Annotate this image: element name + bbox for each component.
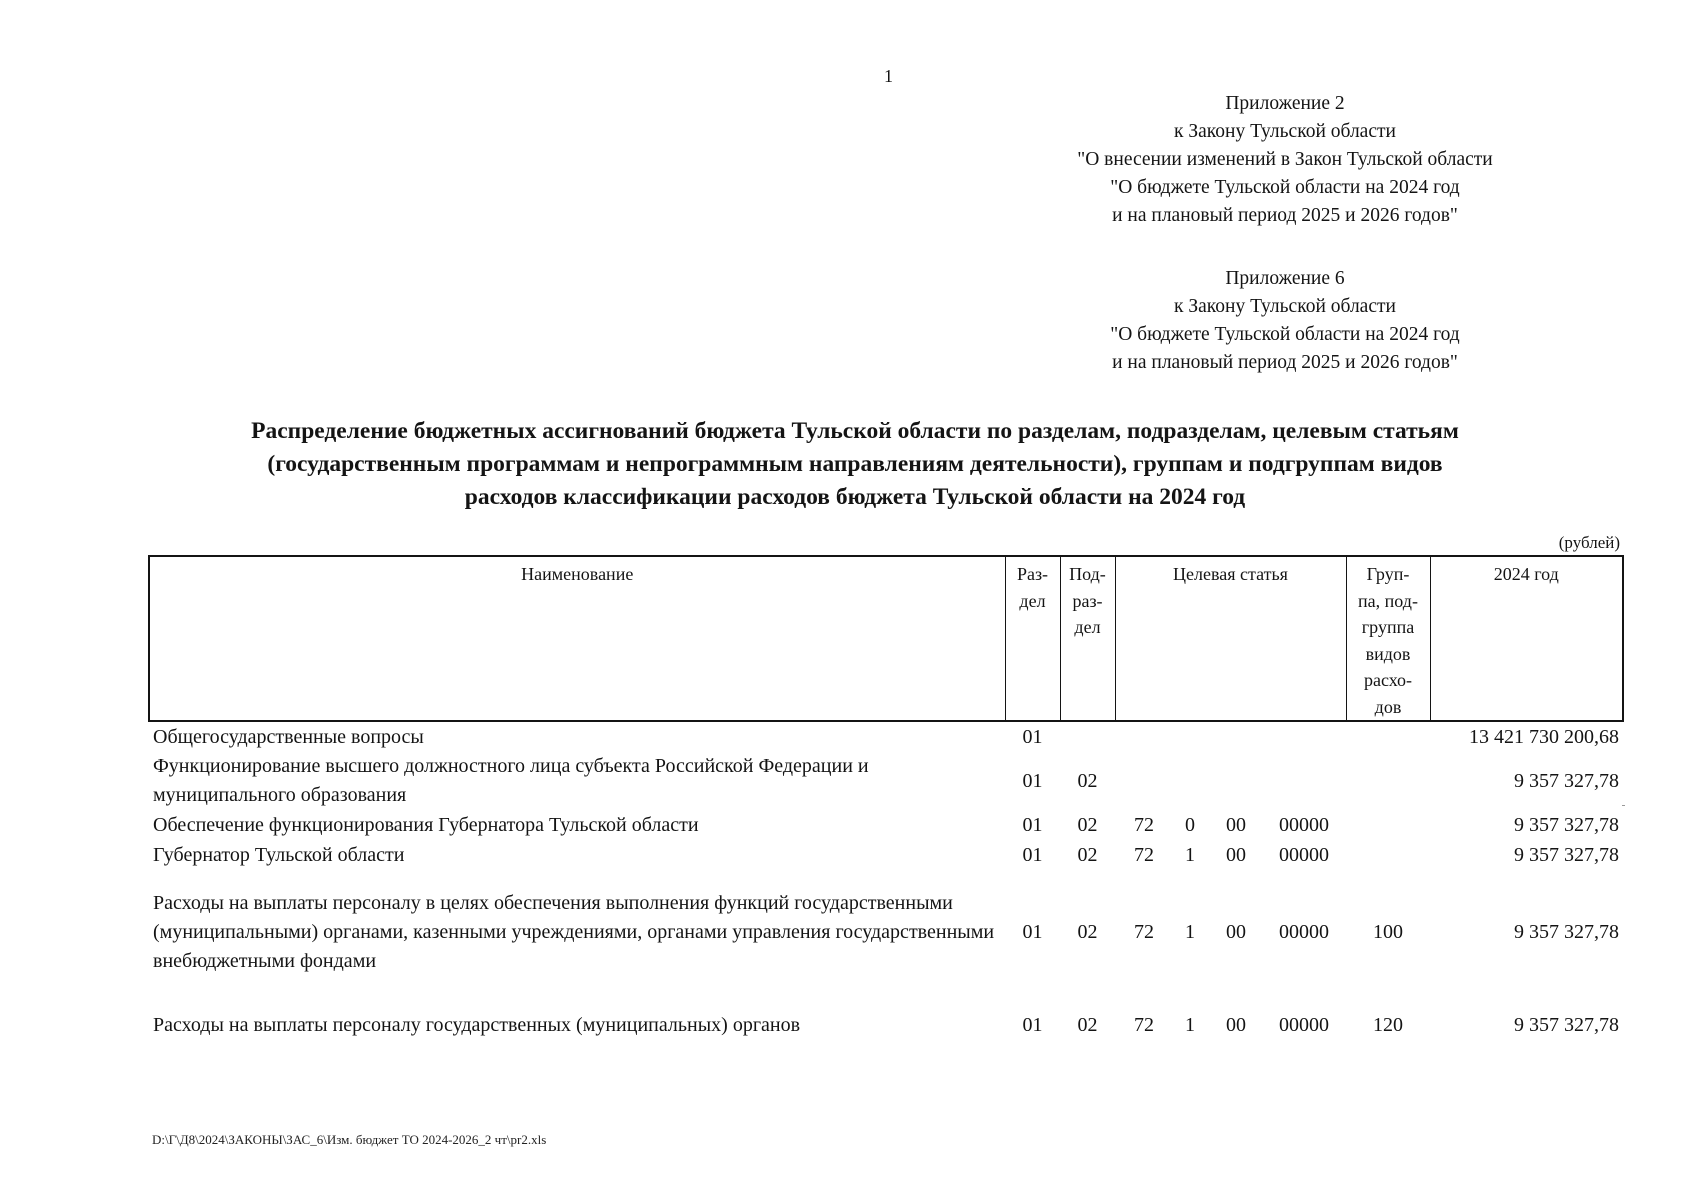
row-target <box>1115 752 1346 810</box>
row-amount: 13 421 730 200,68 <box>1469 725 1619 748</box>
table-row <box>149 752 1623 810</box>
table-row <box>149 840 1623 870</box>
target-part: 0 <box>1185 813 1195 836</box>
annex-line: Приложение 6 <box>1225 268 1345 289</box>
row-group <box>1346 721 1430 752</box>
row-subsection: 02 <box>1077 843 1098 866</box>
target-part: 00 <box>1226 843 1246 866</box>
header-target-article: Целевая статья <box>1115 556 1346 721</box>
row-group <box>1346 752 1430 810</box>
target-part: 00 <box>1226 920 1246 943</box>
target-part: 00000 <box>1279 843 1329 866</box>
row-target <box>1115 870 1346 994</box>
row-name: Функционирование высшего должностного лица субъекта Российской Федерации и муниципального образования <box>153 755 869 806</box>
row-subsection <box>1060 721 1115 752</box>
header-subsection: Под- раз- дел <box>1060 556 1115 721</box>
row-target <box>1115 810 1346 840</box>
table-row <box>149 994 1623 1040</box>
budget-table <box>148 555 1624 1040</box>
row-name: Губернатор Тульской области <box>153 843 405 866</box>
row-subsection: 02 <box>1077 920 1098 943</box>
row-amount: 9 357 327,78 <box>1514 843 1619 866</box>
row-section: 01 <box>1022 920 1043 943</box>
scan-artifact <box>1622 805 1625 806</box>
row-group: 120 <box>1373 1014 1403 1036</box>
row-subsection: 02 <box>1077 1014 1098 1036</box>
row-section: 01 <box>1022 813 1043 836</box>
row-subsection: 02 <box>1077 813 1098 836</box>
annex-6-header <box>1060 265 1510 377</box>
target-part: 1 <box>1185 920 1195 943</box>
table-row <box>149 810 1623 840</box>
annex-line: к Закону Тульской области <box>1174 296 1396 317</box>
row-section: 01 <box>1022 1014 1043 1036</box>
annex-line: и на плановый период 2025 и 2026 годов" <box>1112 352 1458 373</box>
table-row <box>149 721 1623 752</box>
annex-line: "О бюджете Тульской области на 2024 год <box>1110 177 1460 198</box>
row-group <box>1346 810 1430 840</box>
target-part: 1 <box>1185 843 1195 866</box>
title-line: расходов классификации расходов бюджета Тульской области на 2024 год <box>464 484 1246 510</box>
title-line: (государственным программам и непрограммным направлениям деятельности), группам и подгруппам видов <box>267 451 1443 477</box>
row-amount: 9 357 327,78 <box>1514 813 1619 836</box>
target-part: 72 <box>1134 843 1154 866</box>
annex-line: и на плановый период 2025 и 2026 годов" <box>1112 205 1458 226</box>
target-part: 1 <box>1185 1014 1195 1036</box>
annex-line: к Закону Тульской области <box>1174 121 1396 142</box>
row-section: 01 <box>1022 725 1043 748</box>
row-target <box>1115 994 1346 1040</box>
file-path-footer: D:\Г\Д8\2024\ЗАКОНЫ\ЗАС_6\Изм. бюджет ТО 2024-2026_2 чт\pr2.xls <box>152 1132 547 1147</box>
target-part: 72 <box>1134 920 1154 943</box>
header-year: 2024 год <box>1430 556 1623 721</box>
target-part: 72 <box>1134 1014 1154 1036</box>
units-label: (рублей) <box>1558 533 1620 552</box>
annex-2-header <box>1060 90 1510 230</box>
row-name: Общегосударственные вопросы <box>153 725 424 748</box>
row-target <box>1115 721 1346 752</box>
target-part: 00 <box>1226 1014 1246 1036</box>
table-header-row <box>149 556 1623 721</box>
row-section: 01 <box>1022 843 1043 866</box>
row-amount: 9 357 327,78 <box>1514 920 1619 943</box>
header-section: Раз- дел <box>1005 556 1060 721</box>
annex-line: Приложение 2 <box>1225 93 1345 114</box>
page-number: 1 <box>884 66 893 86</box>
document-title <box>140 415 1570 514</box>
row-amount: 9 357 327,78 <box>1514 1014 1619 1036</box>
row-group: 100 <box>1373 920 1403 943</box>
target-part: 00000 <box>1279 813 1329 836</box>
table-row <box>149 870 1623 994</box>
row-amount: 9 357 327,78 <box>1514 769 1619 792</box>
annex-line: "О внесении изменений в Закон Тульской области <box>1077 149 1493 170</box>
row-group <box>1346 840 1430 870</box>
annex-line: "О бюджете Тульской области на 2024 год <box>1110 324 1460 345</box>
target-part: 00000 <box>1279 920 1329 943</box>
header-expense-group: Груп- па, под- группа видов расхо- дов <box>1346 556 1430 721</box>
row-subsection: 02 <box>1077 769 1098 792</box>
row-target <box>1115 840 1346 870</box>
target-part: 72 <box>1134 813 1154 836</box>
target-part: 00 <box>1226 813 1246 836</box>
target-part: 00000 <box>1279 1014 1329 1036</box>
row-name: Обеспечение функционирования Губернатора Тульской области <box>153 813 699 836</box>
header-name: Наименование <box>149 556 1005 721</box>
title-line: Распределение бюджетных ассигнований бюджета Тульской области по разделам, подразделам, целевым статьям <box>251 418 1459 444</box>
row-section: 01 <box>1022 769 1043 792</box>
row-name: Расходы на выплаты персоналу в целях обеспечения выполнения функций государственными (муниципальными) органами, казенными учреждениями, органами управления государственными внебюджетными фондами <box>153 891 995 972</box>
row-name: Расходы на выплаты персоналу государственных (муниципальных) органов <box>153 1014 801 1036</box>
